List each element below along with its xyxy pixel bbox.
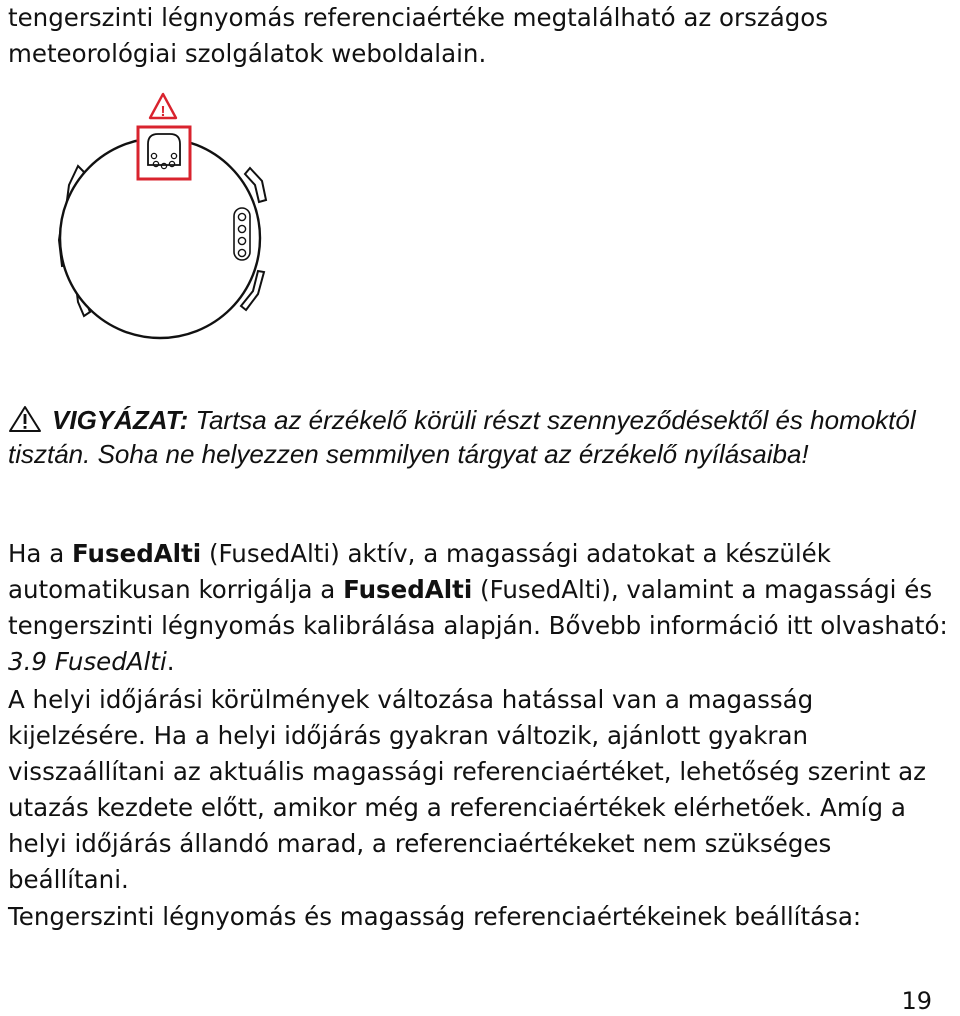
watch-sensor-figure [40, 88, 280, 358]
warning-text: Tartsa az érzékelő körüli részt szennyeződésektől és homoktól tisztán. Soha ne helyezzen semmilyen tárgyat az érzékelő nyílásaiba! [8, 405, 916, 469]
warning-glyph: ! [160, 103, 166, 120]
reference-setup-heading: Tengerszinti légnyomás és magasság referenciaértékeinek beállítása: [8, 902, 862, 931]
warning-triangle-icon [150, 94, 176, 120]
fusedalti-term: FusedAlti [72, 539, 202, 568]
side-indicator-holes [234, 208, 250, 260]
warning-triangle-icon [8, 405, 42, 433]
fusedalti-paragraph: Ha a FusedAlti (FusedAlti) aktív, a magassági adatokat a készülék automatikusan korrigálja a FusedAlti (FusedAlti), valamint a magassági és tengerszinti légnyomás kalibrálása alapján. Bővebb információ itt olvasható: 3.9 FusedAlti. [8, 539, 948, 676]
pressure-sensor-icon [138, 127, 190, 179]
warning-note [8, 403, 953, 471]
warning-label: VIGYÁZAT: [52, 405, 189, 435]
fusedalti-reference-link[interactable]: 3.9 FusedAlti [8, 647, 167, 676]
intro-text: tengerszinti légnyomás referenciaértéke megtalálható az országos meteorológiai szolgálatok weboldalain. [8, 3, 829, 68]
weather-paragraph: A helyi időjárási körülmények változása hatással van a magasság kijelzésére. Ha a helyi időjárás gyakran változik, ajánlott gyakran visszaállítani az aktuális magassági referenciaértéket, lehetőség szerint az utazás kezdete előtt, amikor még a referenciaértékek elérhetőek. Amíg a helyi időjárás állandó marad, a referenciaértékeket nem szükséges beállítani. [8, 685, 926, 894]
fusedalti-term: FusedAlti [343, 575, 473, 604]
page-number: 19 [901, 987, 932, 1015]
